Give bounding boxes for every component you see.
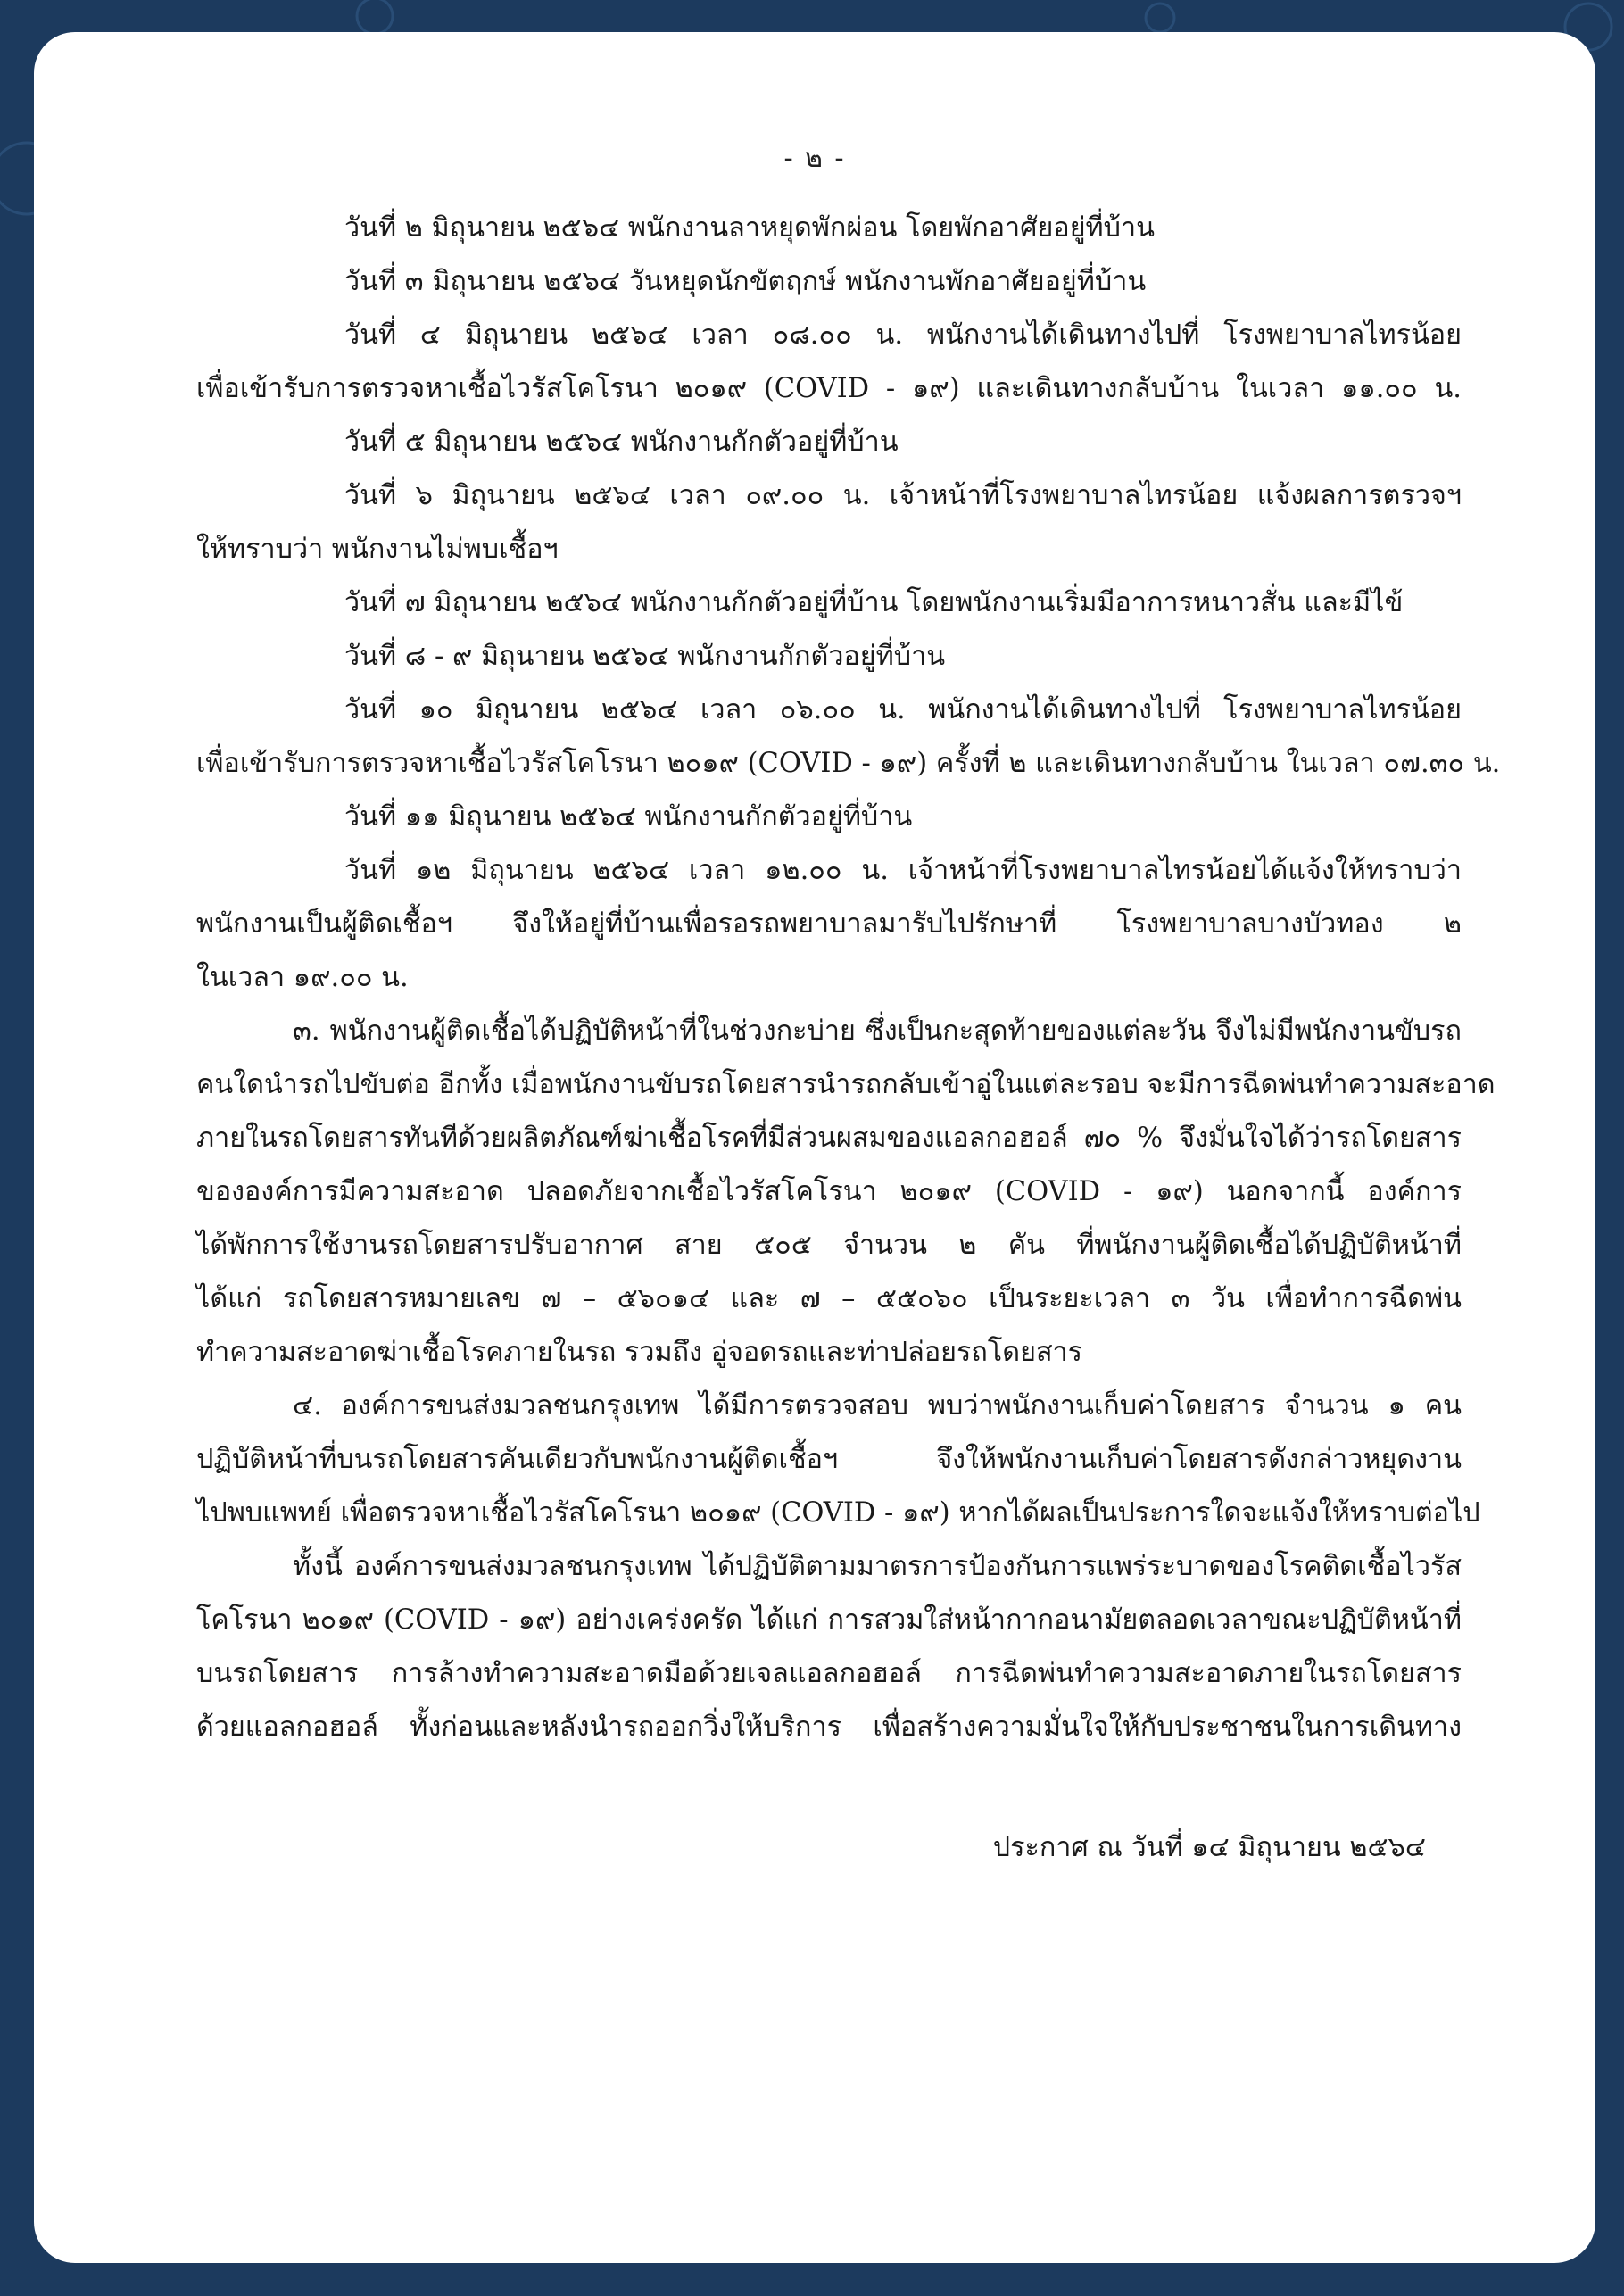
text-line: ด้วยแอลกอฮอล์ ทั้งก่อนและหลังนำรถออกวิ่งให้บริการ เพื่อสร้างความมั่นใจให้กับประชาชนในการเดินทาง [196, 1712, 1462, 1743]
text-line: ปฏิบัติหน้าที่บนรถโดยสารคันเดียวกับพนักงานผู้ติดเชื้อฯ จึงให้พนักงานเก็บค่าโดยสารดังกล่าวหยุดงาน [196, 1444, 1462, 1475]
text-line: ในเวลา ๑๙.๐๐ น. [196, 962, 409, 993]
text-line: ขององค์การมีความสะอาด ปลอดภัยจากเชื้อไวรัสโคโรนา ๒๐๑๙ (COVID - ๑๙) นอกจากนี้ องค์การ [196, 1176, 1462, 1207]
text-line: วันที่ ๘ - ๙ มิถุนายน ๒๕๖๔ พนักงานกักตัวอยู่ที่บ้าน [344, 641, 946, 672]
text-line: ๔. องค์การขนส่งมวลชนกรุงเทพ ได้มีการตรวจสอบ พบว่าพนักงานเก็บค่าโดยสาร จำนวน ๑ คน [293, 1390, 1462, 1422]
text-line: ได้พักการใช้งานรถโดยสารปรับอากาศ สาย ๕๐๕ จำนวน ๒ คัน ที่พนักงานผู้ติดเชื้อได้ปฏิบัติหน้าที่ [196, 1230, 1462, 1261]
text-line: ได้แก่ รถโดยสารหมายเลข ๗ – ๕๖๐๑๔ และ ๗ – ๕๕๐๖๐ เป็นระยะเวลา ๓ วัน เพื่อทำการฉีดพ่น [196, 1283, 1462, 1314]
announcement-date: ประกาศ ณ วันที่ ๑๔ มิถุนายน ๒๕๖๔ [992, 1832, 1426, 1863]
text-line: วันที่ ๖ มิถุนายน ๒๕๖๔ เวลา ๐๙.๐๐ น. เจ้าหน้าที่โรงพยาบาลไทรน้อย แจ้งผลการตรวจฯ [344, 480, 1462, 511]
text-line: ภายในรถโดยสารทันทีด้วยผลิตภัณฑ์ฆ่าเชื้อโรคที่มีส่วนผสมของแอลกอฮอล์ ๗๐ % จึงมั่นใจได้ว่ารถโดยสาร [196, 1123, 1462, 1154]
text-line: วันที่ ๒ มิถุนายน ๒๕๖๔ พนักงานลาหยุดพักผ่อน โดยพักอาศัยอยู่ที่บ้าน [344, 212, 1156, 244]
text-line: ๓. พนักงานผู้ติดเชื้อได้ปฏิบัติหน้าที่ในช่วงกะบ่าย ซึ่งเป็นกะสุดท้ายของแต่ละวัน จึงไม่มีพนักงานขับรถ [293, 1015, 1462, 1047]
text-line: ทั้งนี้ องค์การขนส่งมวลชนกรุงเทพ ได้ปฏิบัติตามมาตรการป้องกันการแพร่ระบาดของโรคติดเชื้อไวรัส [293, 1551, 1462, 1582]
text-line: วันที่ ๑๒ มิถุนายน ๒๕๖๔ เวลา ๑๒.๐๐ น. เจ้าหน้าที่โรงพยาบาลไทรน้อยได้แจ้งให้ทราบว่า [344, 855, 1462, 886]
text-line: วันที่ ๗ มิถุนายน ๒๕๖๔ พนักงานกักตัวอยู่ที่บ้าน โดยพนักงานเริ่มมีอาการหนาวสั่น และมีไข้ [344, 587, 1404, 618]
text-line: คนใดนำรถไปขับต่อ อีกทั้ง เมื่อพนักงานขับรถโดยสารนำรถกลับเข้าอู่ในแต่ละรอบ จะมีการฉีดพ่นทำความสะอาด [196, 1069, 1496, 1100]
document-page [34, 32, 1595, 2263]
text-line: วันที่ ๕ มิถุนายน ๒๕๖๔ พนักงานกักตัวอยู่ที่บ้าน [344, 427, 899, 458]
text-line: ไปพบแพทย์ เพื่อตรวจหาเชื้อไวรัสโคโรนา ๒๐๑๙ (COVID - ๑๙) หากได้ผลเป็นประการใดจะแจ้งให้ทราบต่อไป [196, 1497, 1480, 1529]
text-line: พนักงานเป็นผู้ติดเชื้อฯ จึงให้อยู่ที่บ้านเพื่อรอรถพยาบาลมารับไปรักษาที่ โรงพยาบาลบางบัวทอง ๒ [196, 908, 1462, 940]
text-line: บนรถโดยสาร การล้างทำความสะอาดมือด้วยเจลแอลกอฮอล์ การฉีดพ่นทำความสะอาดภายในรถโดยสาร [196, 1658, 1462, 1689]
text-line: วันที่ ๓ มิถุนายน ๒๕๖๔ วันหยุดนักขัตฤกษ์ พนักงานพักอาศัยอยู่ที่บ้าน [344, 266, 1147, 297]
text-line: วันที่ ๔ มิถุนายน ๒๕๖๔ เวลา ๐๘.๐๐ น. พนักงานได้เดินทางไปที่ โรงพยาบาลไทรน้อย [344, 319, 1462, 351]
document-body [196, 202, 1501, 1754]
text-line: ให้ทราบว่า พนักงานไม่พบเชื้อฯ [196, 534, 559, 565]
text-line: วันที่ ๑๐ มิถุนายน ๒๕๖๔ เวลา ๐๖.๐๐ น. พนักงานได้เดินทางไปที่ โรงพยาบาลไทรน้อย [344, 694, 1462, 725]
text-line: เพื่อเข้ารับการตรวจหาเชื้อไวรัสโคโรนา ๒๐๑๙ (COVID - ๑๙) และเดินทางกลับบ้าน ในเวลา ๑๑.๐๐ น. [196, 373, 1462, 404]
text-line: เพื่อเข้ารับการตรวจหาเชื้อไวรัสโคโรนา ๒๐๑๙ (COVID - ๑๙) ครั้งที่ ๒ และเดินทางกลับบ้าน ในเวลา ๐๗.๓๐ น. [196, 748, 1501, 779]
text-line: วันที่ ๑๑ มิถุนายน ๒๕๖๔ พนักงานกักตัวอยู่ที่บ้าน [344, 801, 913, 833]
text-line: โคโรนา ๒๐๑๙ (COVID - ๑๙) อย่างเคร่งครัด ได้แก่ การสวมใส่หน้ากากอนามัยตลอดเวลาขณะปฏิบัติหน้าที่ [196, 1604, 1462, 1636]
page-number: - ๒ - [783, 143, 846, 174]
text-line: ทำความสะอาดฆ่าเชื้อโรคภายในรถ รวมถึง อู่จอดรถและท่าปล่อยรถโดยสาร [196, 1337, 1083, 1368]
